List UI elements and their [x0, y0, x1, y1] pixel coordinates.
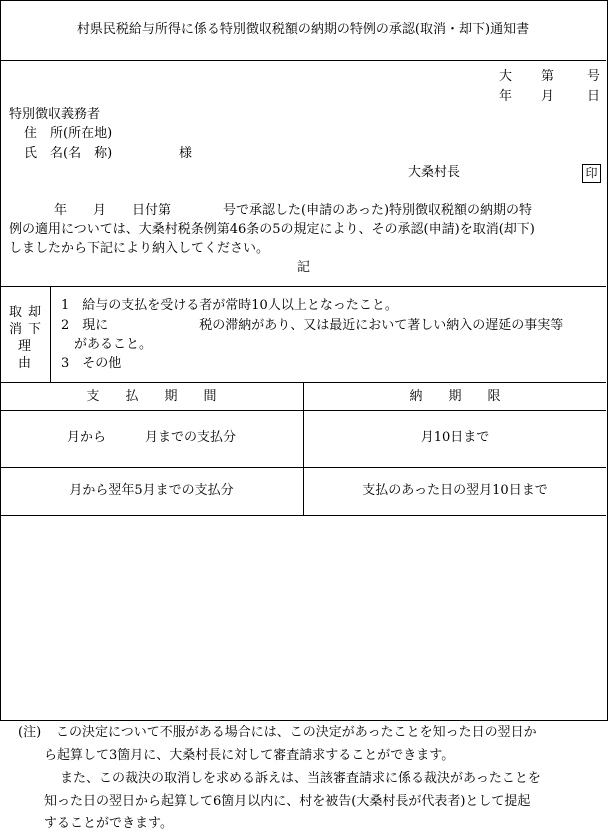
doc-date-day: 日	[587, 89, 601, 104]
body-line-2: 例の適用については、大桑村税条例第46条の5の規定により、その承認(申請)を取消(却下)	[9, 222, 535, 237]
reason-item-3: 3 その他	[61, 356, 122, 371]
document-title: 村県民税給与所得に係る特別徴収税額の納期の特例の承認(取消・却下)通知書	[76, 22, 530, 37]
note-p2-line3: することができます。	[44, 816, 173, 831]
reason-item-1: 1 給与の支払を受ける者が常時10人以上となったこと。	[61, 298, 398, 313]
table-header-divider	[0, 410, 606, 411]
table-bottom-divider	[0, 515, 606, 516]
doc-date-month: 月	[541, 89, 555, 104]
title-divider	[0, 60, 606, 61]
note-p2-line2: 知った日の翌日から起算して6箇月以内に、村を被告(大桑村長が代表者)として提起	[44, 794, 531, 809]
note-p2-line1: また、この裁決の取消しを求める訴えは、当該審査請求に係る裁決があったことを	[60, 771, 541, 786]
reason-item-2-cont: があること。	[61, 337, 153, 352]
reason-top-divider	[0, 286, 606, 287]
doc-number-go: 号	[587, 69, 601, 84]
doc-date-year: 年	[499, 89, 513, 104]
reason-label-torikeshi: 取 消	[9, 305, 23, 337]
table-row-1-period: 月から 月までの支払分	[66, 430, 236, 445]
body-line-3: しましたから下記により納入してください。	[9, 241, 270, 256]
note-p1-line1: この決定について不服がある場合には、この決定があったことを知った日の翌日か	[56, 725, 537, 740]
table-row-2-deadline: 支払のあった日の翌月10日まで	[362, 483, 548, 498]
recipient-heading: 特別徴収義務者	[9, 107, 101, 122]
table-row-divider	[0, 467, 606, 468]
table-row-2-period: 月から翌年5月までの支払分	[69, 483, 234, 498]
reason-label-riyuu: 理 由	[18, 339, 32, 371]
body-line-1: 年 月 日付第 号で承認した(申請のあった)特別徴収税額の納期の特	[54, 203, 533, 218]
recipient-address-label: 住 所(所在地)	[24, 126, 113, 141]
table-header-period: 支 払 期 間	[86, 389, 217, 404]
doc-number-prefix: 大	[499, 69, 513, 84]
table-header-deadline: 納 期 限	[409, 389, 501, 404]
note-label: (注)	[18, 725, 42, 740]
ki-label: 記	[297, 260, 311, 275]
issuer-name: 大桑村長	[408, 165, 461, 180]
seal-mark: 印	[582, 164, 601, 183]
doc-number-dai: 第	[541, 69, 555, 84]
reason-label-divider	[50, 286, 51, 382]
note-p1-line2: ら起算して3箇月に、大桑村長に対して審査請求することができます。	[44, 748, 455, 763]
reason-label-kyakka: 却 下	[28, 305, 42, 337]
recipient-honorific: 様	[179, 146, 193, 161]
recipient-name-label: 氏 名(名 称)	[24, 146, 113, 161]
table-row-1-deadline: 月10日まで	[420, 430, 490, 445]
reason-item-2: 2 現に 税の滞納があり、又は最近において著しい納入の遅延の事実等	[61, 318, 564, 333]
